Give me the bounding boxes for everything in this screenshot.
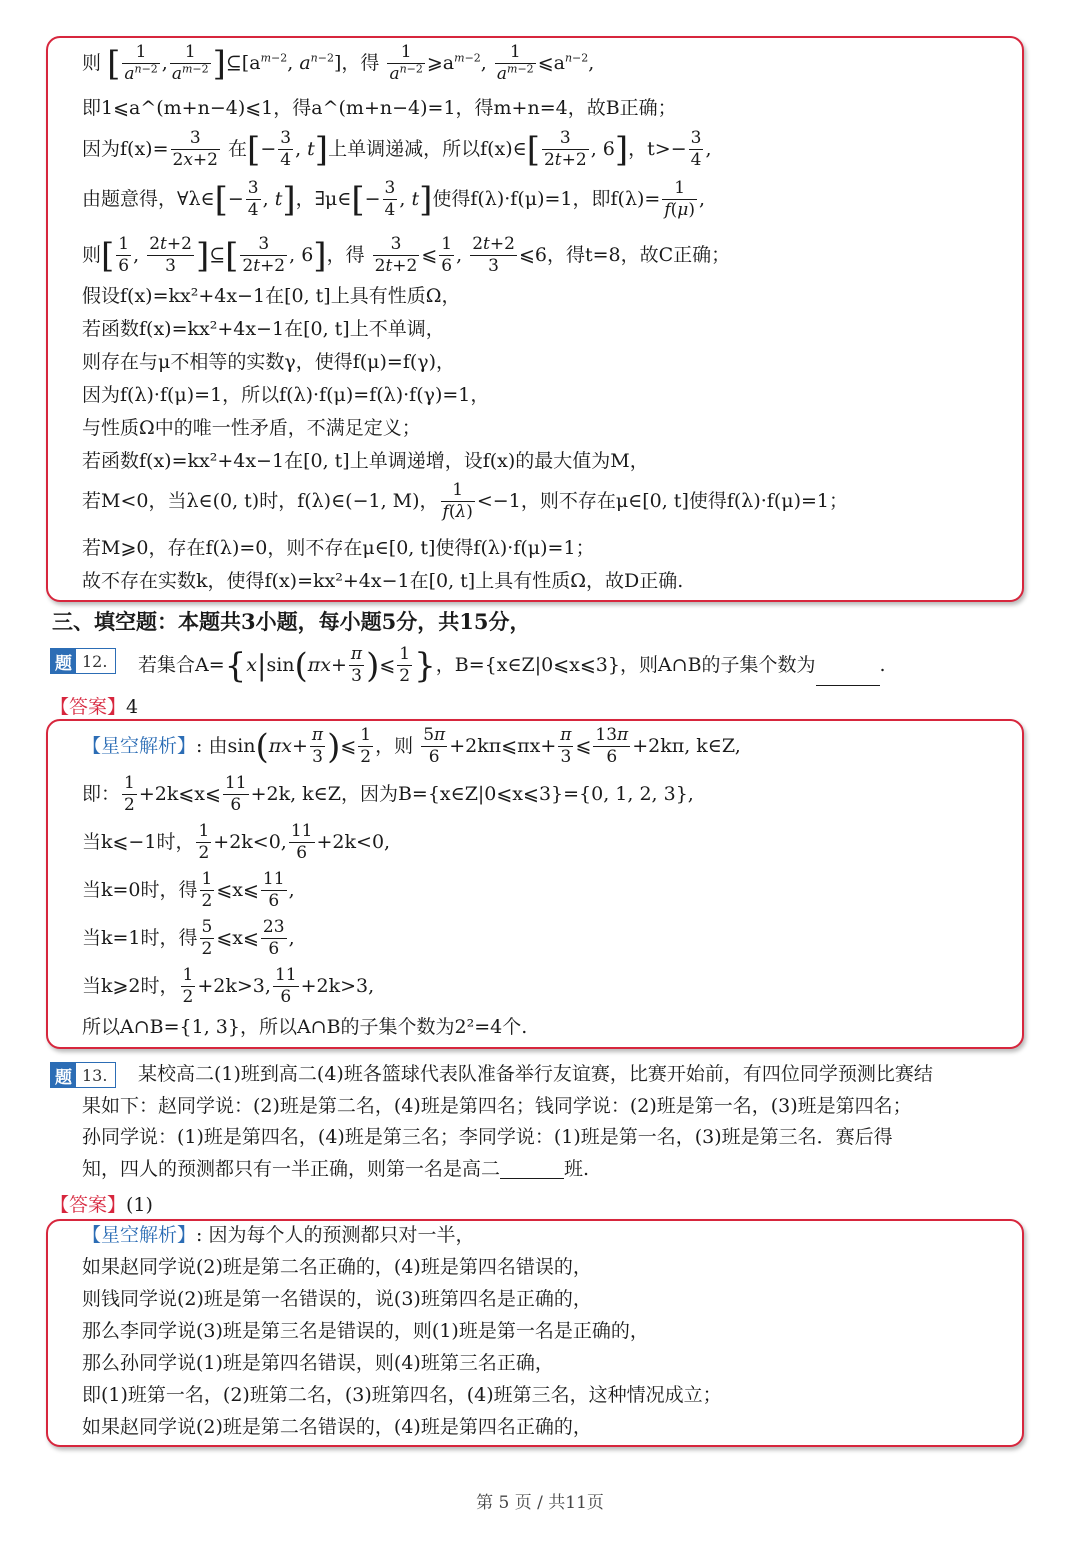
q13-sol-6: 即(1)班第一名，(2)班第二名，(3)班第四名，(4)班第三名，这种情况成立； bbox=[82, 1384, 722, 1406]
question-number: 13. bbox=[76, 1063, 115, 1087]
box1-line-7: 若函数f(x)=kx²+4x−1在[0, t]上不单调， bbox=[82, 318, 445, 340]
box1-line-8: 则存在与μ不相等的实数γ，使得f(μ)=f(γ)， bbox=[82, 351, 456, 373]
q13-sol-3: 则钱同学说(2)班是第一名错误的，说(3)班第四名是正确的， bbox=[82, 1288, 592, 1310]
question-label-12 bbox=[50, 648, 116, 674]
box1-line-6: 假设f(x)=kx²+4x−1在[0, t]上具有性质Ω， bbox=[82, 285, 461, 307]
section-heading: 三、填空题：本题共3小题，每小题5分，共15分， bbox=[52, 609, 531, 634]
box1-line-13: 若M⩾0，存在f(λ)=0，则不存在μ∈[0, t]使得f(λ)·f(μ)=1； bbox=[82, 537, 595, 559]
page-footer: 第 5 页 / 共11页 bbox=[476, 1493, 604, 1513]
q13-sol-2: 如果赵同学说(2)班是第二名正确的，(4)班是第四名错误的， bbox=[82, 1256, 592, 1278]
box1-line-5: 则[ $\frac{1}{6}$ , $\frac{2t+2}{3}$ ]⊆[ $\frac{3}{2t+2}$ , 6]，得 $\frac{3}{2t+2}$ ⩽ $\frac{1}{6}$ , $\frac{2t+2}{3}$ ⩽6，得t=8，故C正确； bbox=[82, 234, 731, 276]
question-label-13 bbox=[50, 1062, 116, 1088]
q12-sol-7: 所以A∩B={1, 3}，所以A∩B的子集个数为2²=4个. bbox=[82, 1016, 528, 1038]
box1-line-2: 即1⩽a^(m+n−4)⩽1，得a^(m+n−4)=1，得m+n=4，故B正确； bbox=[82, 97, 677, 119]
answer-13: 【答案】(1) bbox=[50, 1194, 153, 1216]
q12-sol-5: 当k=1时，得 $\frac{5}{2}$ ⩽x⩽ $\frac{23}{6}$ , bbox=[82, 917, 295, 959]
question-13-line-3: 孙同学说：(1)班是第四名，(4)班是第三名；李同学说：(1)班是第一名，(3)班是第三名．赛后得 bbox=[82, 1126, 893, 1148]
box1-line-9: 因为f(λ)·f(μ)=1，所以f(λ)·f(μ)=f(λ)·f(γ)=1， bbox=[82, 384, 490, 406]
q13-sol-4: 那么李同学说(3)班是第三名是错误的，则(1)班是第一名是正确的， bbox=[82, 1320, 649, 1342]
question-icon: 题 bbox=[51, 649, 76, 673]
box1-line-11: 若函数f(x)=kx²+4x−1在[0, t]上单调递增，设f(x)的最大值为M， bbox=[82, 450, 649, 472]
q12-sol-3: 当k⩽−1时， $\frac{1}{2}$ +2k<0, $\frac{11}{6}$ +2k<0, bbox=[82, 821, 391, 863]
q12-sol-6: 当k⩾2时， $\frac{1}{2}$ +2k>3, $\frac{11}{6}$ +2k>3, bbox=[82, 965, 375, 1007]
question-12-text: 若集合A={x|sin(πx+ $\frac{\pi}{3}$ )⩽ $\frac{1}{2}$ }，B={x∈Z|0⩽x⩽3}，则A∩B的子集个数为 . bbox=[138, 644, 886, 686]
q12-sol-2: 即： $\frac{1}{2}$ +2k⩽x⩽ $\frac{11}{6}$ +2k, k∈Z，因为B={x∈Z|0⩽x⩽3}={0, 1, 2, 3}, bbox=[82, 773, 694, 815]
question-icon: 题 bbox=[51, 1063, 76, 1087]
box1-line-12: 若M<0，当λ∈(0, t)时，f(λ)∈(−1, M)， $\frac{1}{f(\lambda)}$ <−1，则不存在μ∈[0, t]使得f(λ)·f(μ)=1； bbox=[82, 480, 849, 522]
box1-line-10: 与性质Ω中的唯一性矛盾，不满足定义； bbox=[82, 417, 421, 439]
q13-sol-5: 那么孙同学说(1)班是第四名错误，则(4)班第三名正确， bbox=[82, 1352, 554, 1374]
question-13-line-2: 果如下：赵同学说：(2)班是第二名，(4)班是第四名；钱同学说：(2)班是第一名，(3)班是第四名； bbox=[82, 1095, 912, 1117]
q13-sol-7: 如果赵同学说(2)班是第二名错误的，(4)班是第四名正确的， bbox=[82, 1416, 592, 1438]
q12-sol-1: 【星空解析】: 由sin(πx+ $\frac{\pi}{3}$ )⩽ $\frac{1}{2}$ ，则 $\frac{5\pi}{6}$ +2kπ⩽πx+ $\frac{\pi}{3}$ ⩽ $\frac{13\pi}{6}$ +2kπ, k∈Z, bbox=[82, 725, 741, 767]
box1-line-1: 则 [ $\frac{1}{a^{n-2}}$ , $\frac{1}{a^{m-2}}$ ]$⊆[a^{m-2}$, $a^{n-2}$]，得 $\frac{1}{a^{n-2}}$ $⩾a^{m-2}$, $\frac{1}{a^{m-2}}$ $⩽a^{n-2}$, bbox=[82, 42, 595, 84]
box1-line-3: 因为f(x)= $\frac{3}{2x+2}$ 在[− $\frac{3}{4}$ , t]上单调递减，所以f(x)∈[ $\frac{3}{2t+2}$ , 6]，t>− $\frac{3}{4}$ , bbox=[82, 128, 712, 170]
box1-line-4: 由题意得，∀λ∈[− $\frac{3}{4}$ , t]，∃μ∈[− $\frac{3}{4}$ , t]使得f(λ)·f(μ)=1，即f(λ)= $\frac{1}{f(\mu)}$ , bbox=[82, 178, 706, 220]
box1-line-14: 故不存在实数k，使得f(x)=kx²+4x−1在[0, t]上具有性质Ω，故D正确. bbox=[82, 570, 684, 592]
answer-12: 【答案】4 bbox=[50, 696, 139, 718]
q12-sol-4: 当k=0时，得 $\frac{1}{2}$ ⩽x⩽ $\frac{11}{6}$ , bbox=[82, 869, 295, 911]
question-13-line-1: 某校高二(1)班到高二(4)班各篮球代表队准备举行友谊赛，比赛开始前，有四位同学预测比赛结 bbox=[138, 1063, 933, 1085]
question-13-line-4: 知，四人的预测都只有一半正确，则第一名是高二 班. bbox=[82, 1158, 590, 1180]
question-number: 12. bbox=[76, 649, 115, 673]
q13-sol-1: 【星空解析】: 因为每个人的预测都只对一半， bbox=[82, 1224, 475, 1246]
